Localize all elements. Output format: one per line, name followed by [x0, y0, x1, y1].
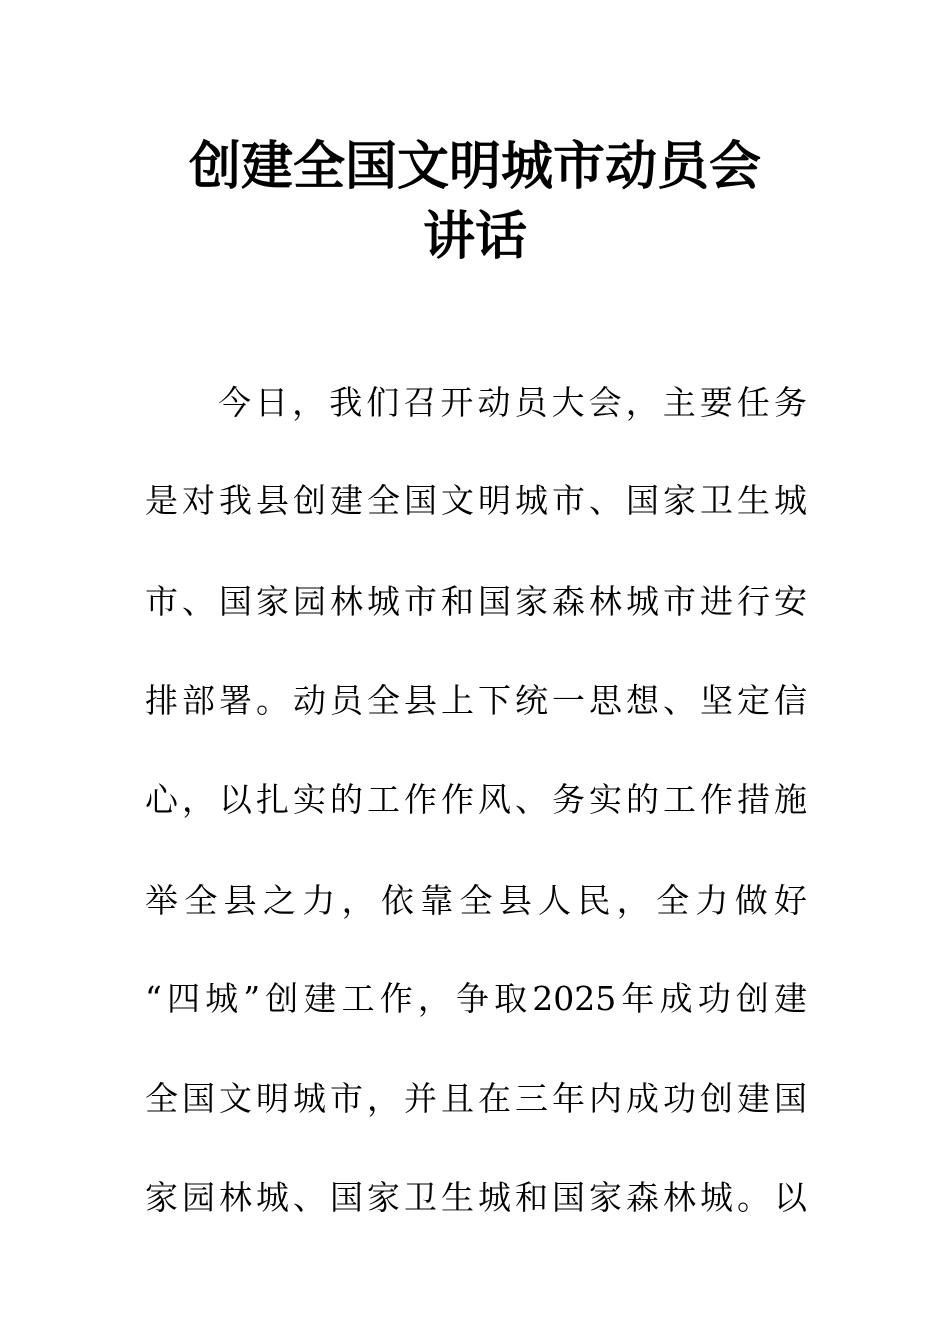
paragraph-line: 今日，我们召开动员大会，主要任务	[218, 383, 807, 422]
paragraph-line: 是对我县创建全国文明城市、国家卫生城	[145, 481, 807, 520]
paragraph-line: 心，以扎实的工作作风、务实的工作措施	[145, 780, 807, 819]
document-title-line-2: 讲话	[422, 207, 527, 267]
paragraph-line: “四城”创建工作，争取2025年成功创建	[145, 979, 807, 1018]
paragraph-line: 市、国家园林城市和国家森林城市进行安	[145, 582, 807, 621]
paragraph-line: 家园林城、国家卫生城和国家森林城。以	[145, 1178, 807, 1217]
paragraph-line: 全国文明城市，并且在三年内成功创建国	[145, 1079, 807, 1118]
paragraph-line: 举全县之力，依靠全县人民，全力做好	[145, 881, 807, 920]
document-title-line-1: 创建全国文明城市动员会	[188, 137, 761, 197]
paragraph-line: 排部署。动员全县上下统一思想、坚定信	[145, 681, 807, 720]
